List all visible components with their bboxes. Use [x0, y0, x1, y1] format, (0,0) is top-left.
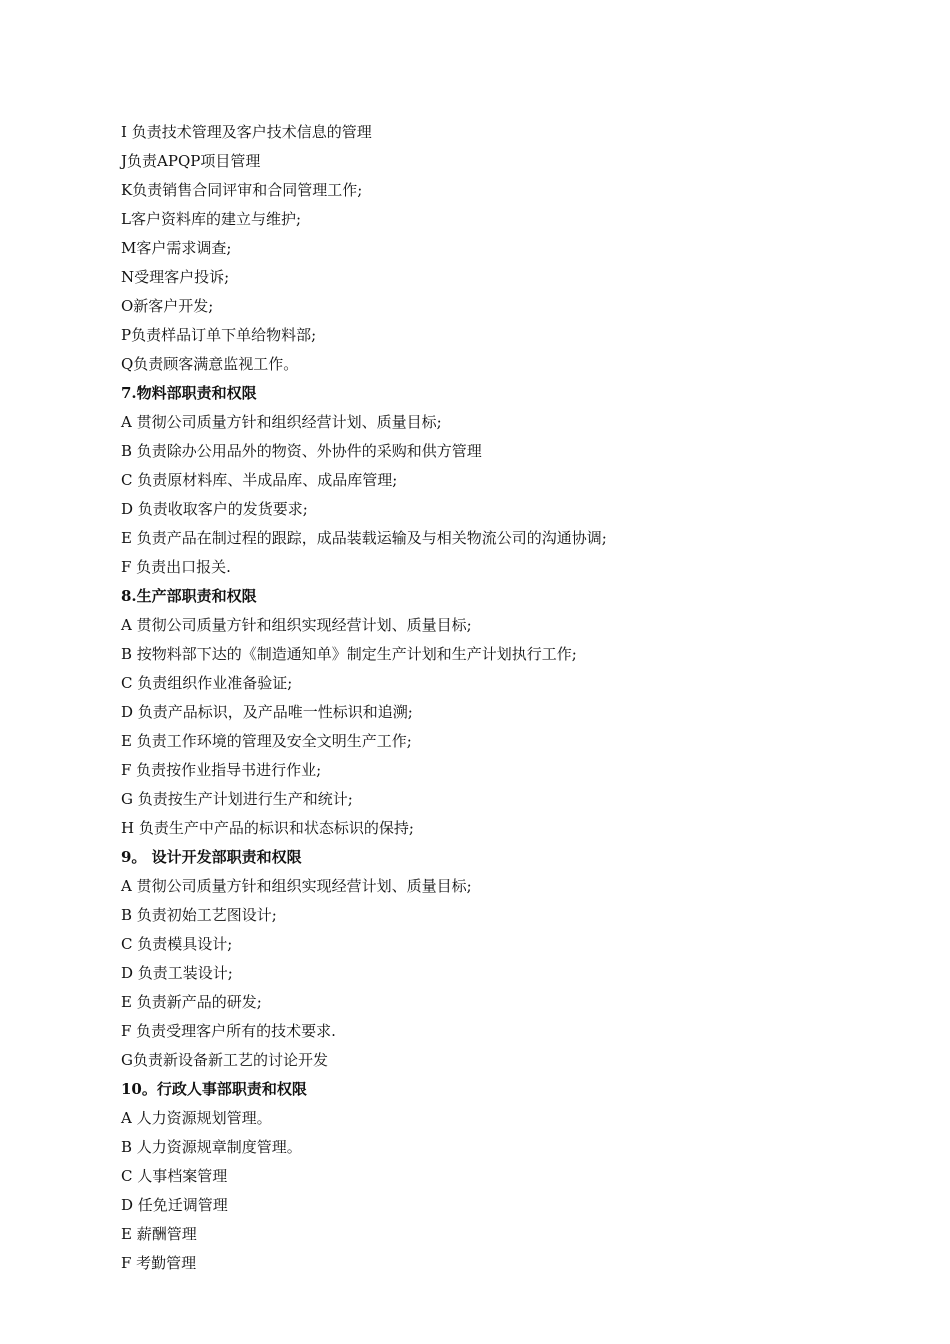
list-item: F 负责按作业指导书进行作业;: [121, 761, 322, 779]
list-item: C 负责组织作业准备验证;: [121, 674, 293, 692]
list-item: E 负责产品在制过程的跟踪，成品装载运输及与相关物流公司的沟通协调;: [121, 529, 607, 547]
list-item: N受理客户投诉;: [121, 268, 230, 286]
list-item: D 负责产品标识，及产品唯一性标识和追溯;: [121, 703, 413, 721]
list-item: O新客户开发;: [121, 297, 214, 315]
list-item: A 人力资源规划管理。: [121, 1109, 272, 1127]
section-heading: 10。行政人事部职责和权限: [121, 1080, 307, 1098]
list-item: E 负责新产品的研发;: [121, 993, 262, 1011]
list-item: M客户需求调查;: [121, 239, 232, 257]
list-item: I 负责技术管理及客户技术信息的管理: [121, 123, 372, 141]
list-item: E 薪酬管理: [121, 1225, 197, 1243]
list-item: C 人事档案管理: [121, 1167, 228, 1185]
list-item: E 负责工作环境的管理及安全文明生产工作;: [121, 732, 412, 750]
list-item: F 考勤管理: [121, 1254, 197, 1272]
list-item: K负责销售合同评审和合同管理工作;: [121, 181, 363, 199]
list-item: D 任免迁调管理: [121, 1196, 228, 1214]
list-item: B 人力资源规章制度管理。: [121, 1138, 302, 1156]
list-item: D 负责收取客户的发货要求;: [121, 500, 308, 518]
section-heading: 8.生产部职责和权限: [121, 587, 257, 605]
list-item: L客户资料库的建立与维护;: [121, 210, 302, 228]
list-item: D 负责工装设计;: [121, 964, 233, 982]
list-item: A 贯彻公司质量方针和组织实现经营计划、质量目标;: [121, 877, 472, 895]
list-item: Q负责顾客满意监视工作。: [121, 355, 299, 373]
list-item: C 负责模具设计;: [121, 935, 233, 953]
list-item: H 负责生产中产品的标识和状态标识的保持;: [121, 819, 414, 837]
section-heading: 9。 设计开发部职责和权限: [121, 848, 302, 866]
list-item: C 负责原材料库、半成品库、成品库管理;: [121, 471, 398, 489]
section-heading: 7.物料部职责和权限: [121, 384, 257, 402]
list-item: A 贯彻公司质量方针和组织实现经营计划、质量目标;: [121, 616, 472, 634]
list-item: B 负责除办公用品外的物资、外协件的采购和供方管理: [121, 442, 482, 460]
list-item: A 贯彻公司质量方针和组织经营计划、质量目标;: [121, 413, 442, 431]
list-item: B 按物料部下达的《制造通知单》制定生产计划和生产计划执行工作;: [121, 645, 577, 663]
list-item: P负责样品订单下单给物料部;: [121, 326, 317, 344]
list-item: B 负责初始工艺图设计;: [121, 906, 277, 924]
document-body: [121, 118, 901, 1278]
list-item: F 负责出口报关.: [121, 558, 231, 576]
list-item: F 负责受理客户所有的技术要求.: [121, 1022, 336, 1040]
list-item: G 负责按生产计划进行生产和统计;: [121, 790, 353, 808]
list-item: G负责新设备新工艺的讨论开发: [121, 1051, 328, 1069]
list-item: J负责APQP项目管理: [121, 152, 261, 170]
